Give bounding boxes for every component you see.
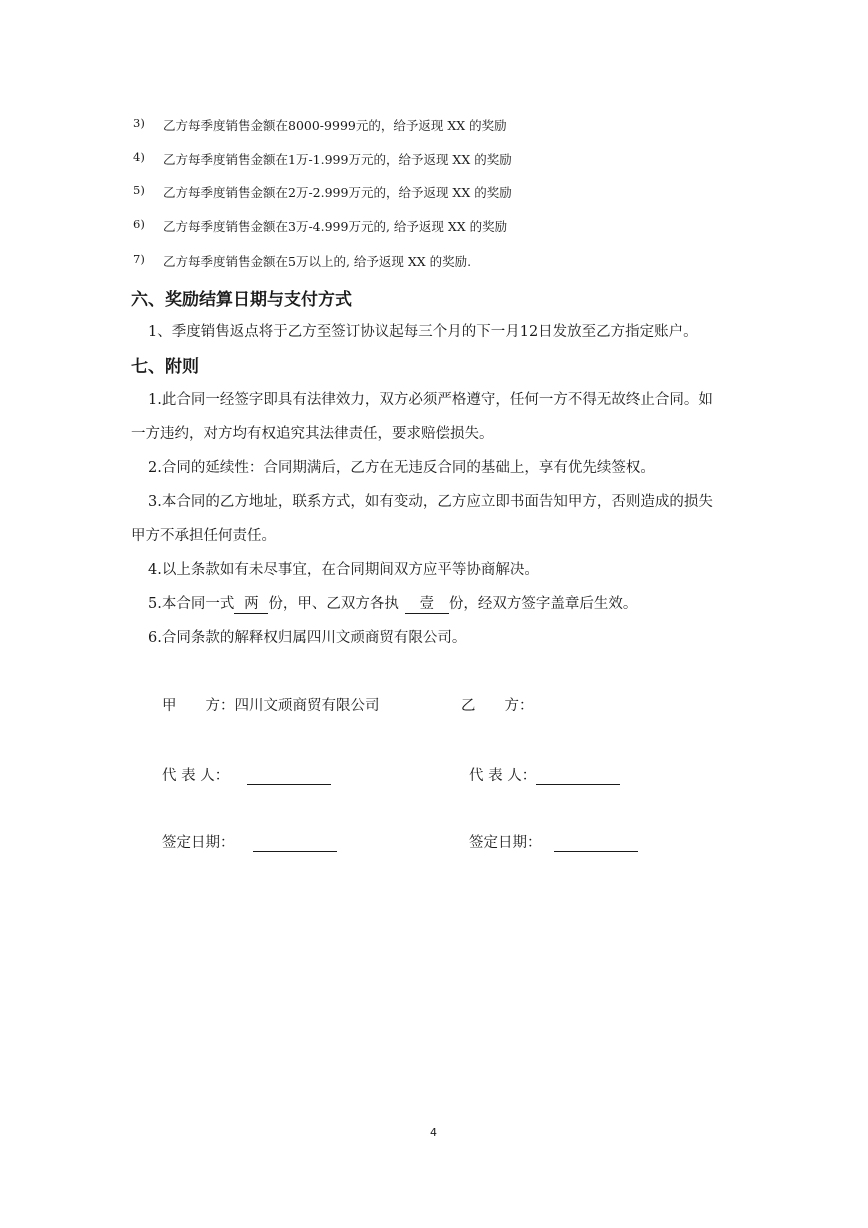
date-b-line[interactable]: [554, 837, 638, 852]
section-heading: 六、奖励结算日期与支付方式: [131, 290, 352, 310]
rep-a-signature-line[interactable]: [247, 770, 331, 785]
paragraph: 4.以上条款如有未尽事宜，在合同期间双方应平等协商解决。: [148, 562, 539, 578]
party-a-name: 四川文顽商贸有限公司: [234, 698, 380, 714]
party-a-label: 甲 方：: [162, 698, 235, 714]
party-b-label: 乙 方：: [461, 698, 534, 714]
list-item: [0, 150, 868, 170]
list-item: [0, 252, 868, 272]
paragraph-text: 5.本合同一式: [148, 596, 235, 612]
page-number: 4: [430, 1126, 437, 1139]
date-b-label: 签定日期：: [469, 835, 542, 851]
list-item-text: 乙方每季度销售金额在2万-2.999万元的，给予返现 XX 的奖励: [163, 185, 512, 200]
paragraph: 2.合同的延续性：合同期满后，乙方在无违反合同的基础上，享有优先续签权。: [148, 460, 655, 476]
list-item: [0, 183, 868, 203]
rep-a-row: [162, 764, 331, 785]
list-item-number: 4): [133, 150, 145, 164]
paragraph: 1、季度销售返点将于乙方至签订协议起每三个月的下一月12日发放至乙方指定账户。: [148, 324, 698, 340]
rep-a-label: 代 表 人：: [162, 768, 230, 784]
list-item: [0, 116, 868, 136]
paragraph: 3.本合同的乙方地址，联系方式，如有变动，乙方应立即书面告知甲方，否则造成的损失: [148, 494, 713, 510]
paragraph: 甲方不承担任何责任。: [131, 528, 276, 544]
paragraph-text: 份，甲、乙双方各执: [268, 596, 399, 612]
date-b-row: [469, 831, 638, 852]
section-heading: 七、附则: [131, 357, 199, 377]
copies-total-value: 两: [234, 596, 268, 614]
paragraph: 1.此合同一经签字即具有法律效力，双方必须严格遵守，任何一方不得无故终止合同。如: [148, 392, 713, 408]
list-item-text: 乙方每季度销售金额在3万-4.999万元的, 给予返现 XX 的奖励: [163, 219, 508, 234]
copies-each-value: 壹: [405, 596, 449, 614]
list-item: [0, 217, 868, 237]
rep-b-row: [469, 764, 620, 785]
rep-b-label: 代 表 人：: [469, 768, 537, 784]
list-item-text: 乙方每季度销售金额在5万以上的, 给予返现 XX 的奖励.: [163, 254, 472, 269]
paragraph: [148, 592, 637, 614]
list-item-text: 乙方每季度销售金额在1万-1.999万元的，给予返现 XX 的奖励: [163, 152, 512, 167]
party-a-row: [162, 694, 380, 715]
rep-b-signature-line[interactable]: [536, 770, 620, 785]
paragraph: 一方违约，对方均有权追究其法律责任，要求赔偿损失。: [131, 426, 494, 442]
paragraph-text: 份，经双方签字盖章后生效。: [448, 596, 638, 612]
list-item-number: 5): [133, 183, 145, 197]
paragraph: 6.合同条款的解释权归属四川文顽商贸有限公司。: [148, 630, 467, 646]
list-item-number: 7): [133, 252, 145, 266]
list-item-text: 乙方每季度销售金额在8000-9999元的，给予返现 XX 的奖励: [163, 118, 507, 133]
list-item-number: 3): [133, 116, 145, 130]
date-a-line[interactable]: [253, 837, 337, 852]
date-a-row: [162, 831, 337, 852]
list-item-number: 6): [133, 217, 145, 231]
date-a-label: 签定日期：: [162, 835, 235, 851]
